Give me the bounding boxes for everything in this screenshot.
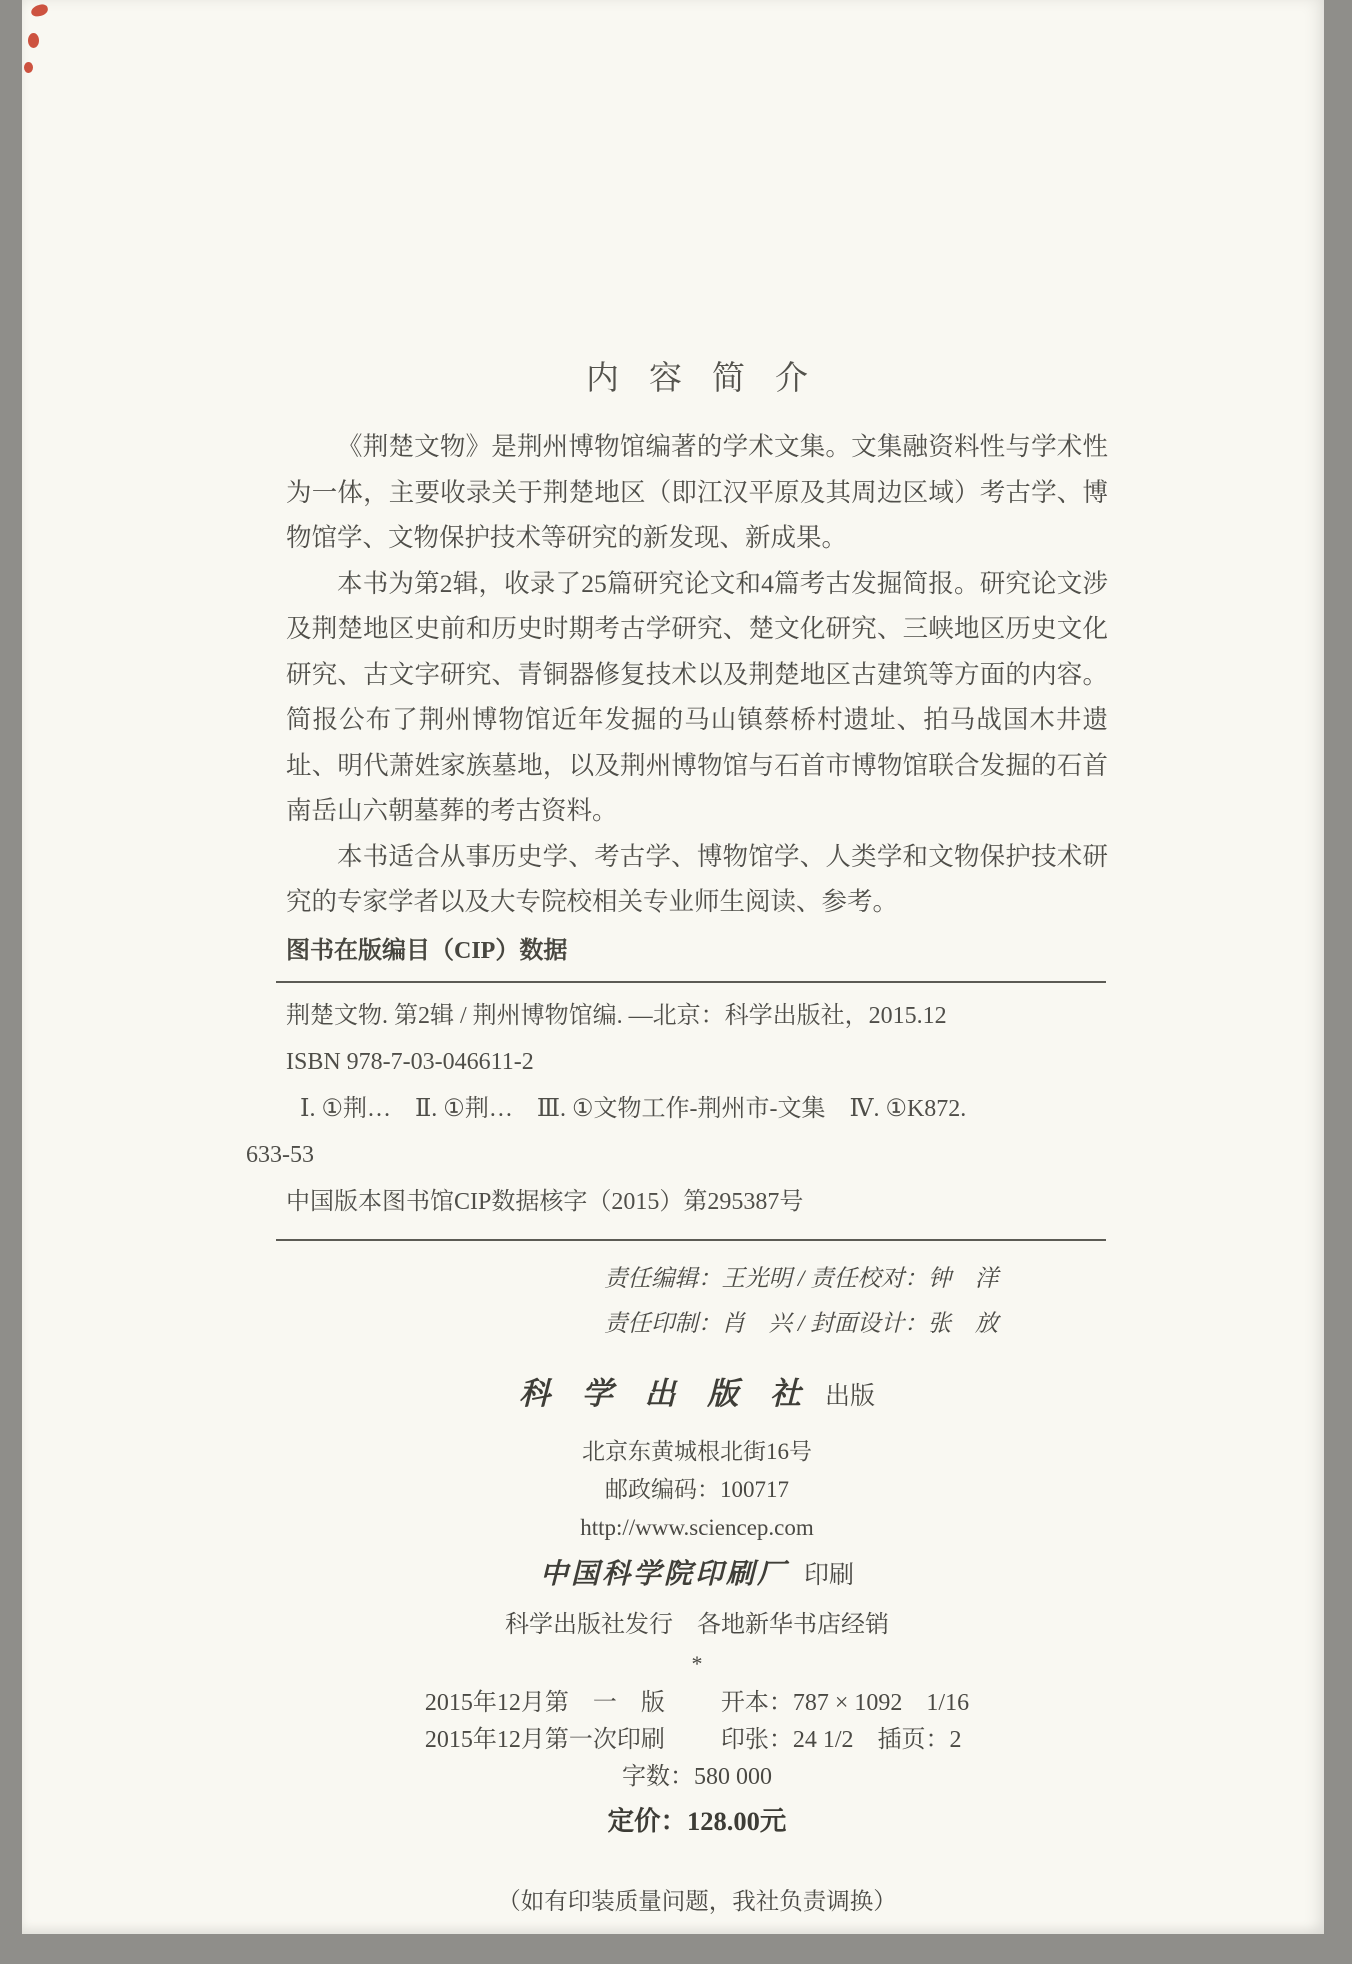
- divider-star: *: [691, 1651, 703, 1676]
- distribution-line: 科学出版社发行 各地新华书店经销: [505, 1612, 889, 1638]
- book-page: [22, 0, 1324, 1934]
- page-content: [246, 0, 1108, 1916]
- publisher-address: 北京东黄城根北街16号: [582, 1439, 812, 1464]
- publisher-role: 出版: [824, 1383, 875, 1410]
- printer-line: [286, 1553, 1108, 1601]
- format-spec: 开本：787 × 1092 1/16: [720, 1690, 970, 1716]
- cip-section: [246, 927, 1108, 1242]
- classification-line: Ⅰ. ①荆… Ⅱ. ①荆… Ⅲ. ①文物工作-荆州市-文集 Ⅳ. ①K872.: [300, 1095, 967, 1122]
- cip-bottom-rule: [276, 1239, 1106, 1241]
- publisher-line: [286, 1371, 1108, 1423]
- printing-date: 2015年12月第一次印刷: [424, 1727, 665, 1753]
- printer-name: 中国科学院印刷厂: [539, 1559, 788, 1590]
- edition-date: 2015年12月第 一 版: [424, 1690, 665, 1716]
- edition-info: [425, 1685, 969, 1759]
- price: 定价：128.00元: [607, 1806, 787, 1836]
- cip-title-line: 荆楚文物. 第2辑 / 荆州博物馆编. —北京：科学出版社，2015.12: [286, 1002, 947, 1029]
- intro-paragraph: 《荆楚文物》是荆州博物馆编著的学术文集。文集融资料性与学术性为一体，主要收录关于荆楚地区（即江汉平原及其周边区域）考古学、博物馆学、文物保护技术等研究的新发现、新成果。: [286, 432, 1108, 552]
- cip-top-rule: [276, 981, 1106, 983]
- publisher-url: http://www.sciencep.com: [580, 1515, 814, 1540]
- cip-body: [246, 993, 1108, 1226]
- red-scan-mark: [30, 3, 49, 18]
- classification-continuation: 633-53: [246, 1142, 314, 1168]
- staff-credits: [604, 1257, 1108, 1347]
- cip-heading: 图书在版编目（CIP）数据: [286, 937, 568, 964]
- intro-paragraphs: [286, 424, 1108, 925]
- postal-code: 邮政编码：100717: [605, 1477, 789, 1502]
- intro-paragraph: 本书为第2辑，收录了25篇研究论文和4篇考古发掘简报。研究论文涉及荆楚地区史前和历史时期考古学研究、楚文化研究、三峡地区历史文化研究、古文字研究、青铜器修复技术以及荆楚地区古建筑等方面的内容。简报公布了荆州博物馆近年发掘的马山镇蔡桥村遗址、拍马战国木井遗址、明代萧姓家族墓地，以及荆州博物馆与石首市博物馆联合发掘的石首南岳山六朝墓葬的考古资料。: [286, 568, 1108, 825]
- sheets-inserts: 印张：24 1/2 插页：2: [720, 1727, 962, 1753]
- publisher-name: 科 学 出 版 社: [518, 1376, 813, 1411]
- credits-line-print-design: 责任印制：肖 兴 / 封面设计：张 放: [604, 1311, 999, 1337]
- isbn-line: ISBN 978-7-03-046611-2: [286, 1049, 534, 1075]
- intro-title: 内容简介: [586, 361, 838, 397]
- red-scan-mark: [24, 62, 33, 73]
- colophon: [286, 1371, 1108, 1916]
- credits-line-editor: 责任编辑：王光明 / 责任校对：钟 洋: [604, 1266, 999, 1292]
- quality-note: （如有印装质量问题，我社负责调换）: [497, 1889, 897, 1915]
- printer-role: 印刷: [804, 1562, 855, 1589]
- cip-registry-line: 中国版本图书馆CIP数据核字（2015）第295387号: [286, 1188, 804, 1215]
- red-scan-mark: [28, 33, 39, 48]
- word-count: 字数：580 000: [622, 1764, 772, 1790]
- intro-paragraph: 本书适合从事历史学、考古学、博物馆学、人类学和文物保护技术研究的专家学者以及大专院校相关专业师生阅读、参考。: [286, 841, 1108, 916]
